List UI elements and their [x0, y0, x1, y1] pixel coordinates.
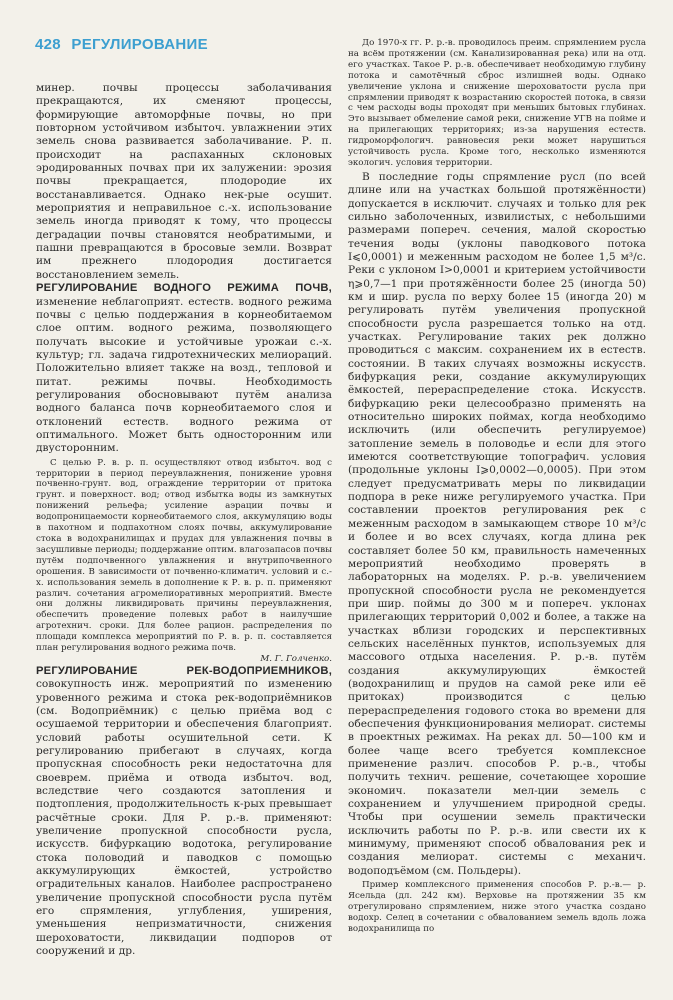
paragraph: минер. почвы процессы заболачивания прекращаются, их сменяют процессы, формирующие автоморфные почвы, но при повторном устойчивом избыточ. увлажнении этих земель снова развивается заболачивание. Р. п. происходит на распаханных склоновых эродированных почвах при их залужении: эрозия почвы прекращается, плодородие их восстанавливается. Однако нек-рые осушит. мероприятия и неправильное с.-х. использование земель иногда приводят к тому, что процессы деградации почвы становятся необратимыми, и пашни превращаются в бросовые земли. Возврат им прежнего плодородия достигается восстановлением земель.	[36, 82, 332, 281]
entry-water-regime	[36, 282, 332, 455]
right-column	[348, 38, 646, 935]
entry-term: РЕГУЛИРОВАНИЕ РЕК-ВОДОПРИЕМНИКОВ,	[36, 664, 332, 677]
entry-term: РЕГУЛИРОВАНИЕ ВОДНОГО РЕЖИМА ПОЧВ,	[36, 282, 332, 295]
small-print-paragraph: До 1970-х гг. Р. р.-в. проводилось преим. спрямлением русла на всём протяжении (см. Канализированная река) или на отд. его участках. Такое Р. р.-в. обеспечивает необходимую глубину потока и самотёчный сброс излишней воды. Однако увеличение уклона и снижение шероховатости русла при спрямлении приводят к возрастанию скоростей потока, в связи с чем расходы воды проходят при меньших бытовых глубинах. Это вызывает обмеление самой реки, снижение УГВ на пойме и на прилегающих территориях; из-за нарушения естеств. гидроморфологич. равновесия реки может нарушиться устойчивость русла. Кроме того, несколько изменяются экологич. условия территории.	[348, 38, 646, 168]
paragraph: В последние годы спрямление русл (по всей длине или на участках большой протяжённости) допускается в исключит. случаях и только для рек сильно заболоченных, извилистых, с небольшими размерами попереч. сечения, малой скоростью течения воды (уклоны паводкового потока I⩽0,0001) и меженным расходом не более 1,5 м³/с. Реки с уклоном I>0,0001 и критерием устойчивости η⩾0,7—1 при протяжённости более 25 (иногда 50) км и шир. русла по верху более 15 (иногда 20) м регулировать путём увеличения пропускной способности русла разрешается только на отд. участках. Регулирование таких рек должно проводиться с максим. сохранением их в естеств. состоянии. В таких случаях возможны искусств. бифуркация реки, создание аккумулирующих ёмкостей, перераспределение стока. Искусств. бифуркацию реки целесообразно применять на относительно широких поймах, когда необходимо исключить (или обеспечить регулируемое) затопление земель в половодье и если для этого имеются соответствующие топографич. условия (продольные уклоны I⩾0,0002—0,0005). При этом следует предусматривать меры по ликвидации подпора в реке ниже регулируемого участка. При составлении проектов регулирования рек с меженным расходом в замыкающем створе 10 м³/с и более и во всех случаях, когда длина рек составляет более 50 км, правильность намеченных мероприятий необходимо проверять в лабораторных на моделях. Р. р.-в. увеличением пропускной способности русла не рекомендуется при шир. поймы до 300 м и попереч. уклонах прилегающих территорий 0,002 и более, а также на участках вблизи городских и перспективных сельских населённых пунктов, используемых для массового отдыха населения. Р. р.-в. путём создания аккумулирующих ёмкостей (водохранилищ и прудов на самой реке или её притоках) производится с целью перераспределения годового стока во времени для обеспечения функционирования мелиорат. системы в проектных режимах. На реках дл. 50—100 км и более чаще всего требуется комплексное применение различ. способов Р. р.-в., чтобы получить технич. решение, сочетающее хорошие экономич. показатели мел-ции земель с сохранением и улучшением природной среды. Чтобы при осушении земель практически исключить работы по Р. р.-в. или свести их к минимуму, применяют способ обвалования рек и создания мелиорат. системы с механич. водоподъёмом (см. Польдеры).	[348, 170, 646, 877]
running-header	[35, 36, 208, 53]
small-print-paragraph: Пример комплексного применения способов Р. р.-в.— р. Ясельда (дл. 242 км). Верховье на протяжении 35 км отрегулировано спрямлением, ниже этого участка создано водохр. Селец в сочетании с обвалованием земель вдоль ложа водохранилища по	[348, 880, 646, 934]
small-print-paragraph: С целью Р. в. р. п. осуществляют отвод избыточ. вод с территории в период переувлажнения, понижение уровня почвенно-грунт. вод, ограждение территории от притока грунт. и поверхност. вод; отвод избытка воды из замкнутых понижений рельефа; усиление аэрации почвы и водопроницаемости корнеобитаемого слоя, аккумуляцию воды в пахотном и подпахотном слоях почвы, аккумулирование стока в водохранилищах и прудах для увлажнения почвы в засушливые периоды; поддержание оптим. влагозапасов почвы путём подпочвенного увлажнения и внутрипочвенного орошения. В зависимости от почвенно-климатич. условий и с.-х. использования земель в дополнение к Р. в. р. п. применяют различ. сочетания агромелиоративных мероприятий. Вместе они должны ликвидировать причины переувлажнения, обеспечить проведение полевых работ в наилучшие агротехнич. сроки. Для более рацион. распределения по площади комплекса мероприятий по Р. в. р. п. составляется план регулирования водного режима почв.	[36, 457, 333, 654]
entry-definition: изменение неблагоприят. естеств. водного режима почвы с целью поддержания в корнеобитаемом слое оптим. водного режима, позволяющего получать высокие и устойчивые урожаи с.-х. культур; гл. задача гидротехнических мелиораций. Положительно влияет также на возд., тепловой и питат. режимы почвы. Необходимость регулирования обосновывают путём анализа водного баланса почв корнеобитаемого слоя и отклонений естеств. водного режима от оптимального. Может быть односторонним или двусторонним.	[36, 295, 332, 455]
page-number: 428	[35, 36, 61, 53]
entry-river-regulation	[36, 665, 332, 959]
author-signature: М. Г. Голченко.	[260, 653, 332, 664]
left-column	[36, 82, 332, 958]
entry-definition: совокупность инж. мероприятий по изменению уровенного режима и стока рек-водоприёмников (см. Водоприёмник) с целью приёма вод с осушаемой территории и обеспечения благоприят. условий работы осушительной сети. К регулированию прибегают в случаях, когда пропускная способность реки недостаточна для своеврем. приёма и отвода избыточ. вод, вследствие чего создаются затопления и подтопления, продолжительность к-рых превышает расчётные сроки. Для Р. р.-в. применяют: увеличение пропускной способности русла, искусств. бифуркацию водотока, регулирование стока половодий и паводков с помощью аккумулирующих ёмкостей, устройство оградительных каналов. Наиболее распространено увеличение пропускной способности русла путём его спрямления, углубления, уширения, уменьшения непризматичности, снижения шероховатости, ликвидации подпоров от сооружений и др.	[36, 678, 332, 958]
running-title: РЕГУЛИРОВАНИЕ	[71, 36, 208, 53]
